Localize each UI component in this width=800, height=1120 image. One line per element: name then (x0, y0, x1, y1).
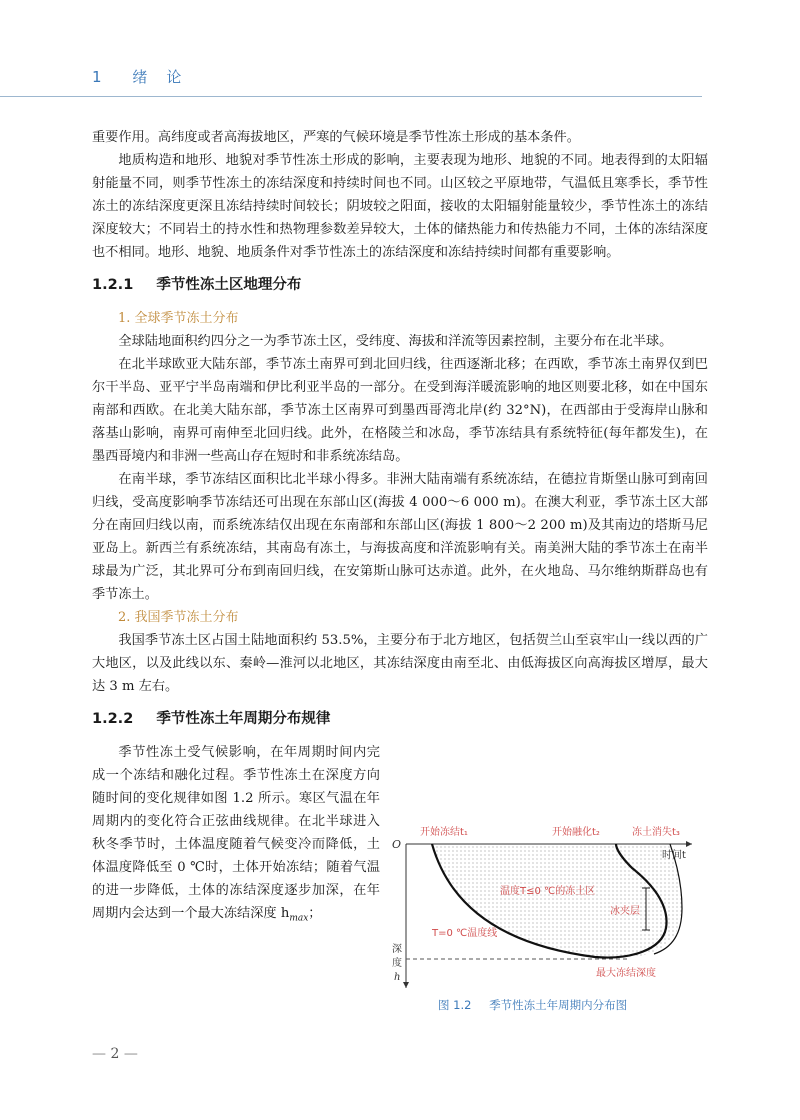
page-number (92, 1046, 138, 1062)
figure-freeze-depth-diagram (380, 818, 710, 1018)
header-rule (0, 96, 702, 97)
subheading: 1. 全球季节冻土分布 (118, 311, 239, 326)
paragraph-text: 季节性冻土受气候影响，在年周期时间内完成一个冻结和融化过程。季节性冻土在深度方向随时间的变化规律如图 1.2 所示。寒区气温在年周期内的变化符合正弦曲线规律。在北半球进入秋冬季节时，土体温度随着气候变冷而降低，土体温度降低至 0 ℃时，土体开始冻结；随着气温的进一步降低，土体的冻结深度逐步加深，在年周期内会达到一个最大冻结深度 h (92, 745, 380, 921)
isotherm-label: T=0 ℃温度线 (432, 928, 498, 939)
section-title: 季节性冻土区地理分布 (156, 277, 302, 293)
start-thaw-label: 开始融化t₂ (552, 827, 600, 838)
paragraph: 在南半球，季节冻结区面积比北半球小得多。非洲大陆南端有系统冻结，在德拉肯斯堡山脉可到南回归线，受高度影响季节冻结还可出现在东部山区(海拔 4 000～6 000 m)。在澳大利亚，季节冻土区大部分在南回归线以南，而系统冻结仅出现在东南部和东部山区(海拔 1 800～2 200 m)及其南边的塔斯马尼亚岛上。新西兰有系统冻结，其南岛有冻土，与海拔高度和洋流影响有关。南美洲大陆的季节冻土在南半球最为广泛，其北界可分布到南回归线，在安第斯山脉可达赤道。此外，在火地岛、马尔维纳斯群岛也有季节冻土。 (92, 472, 708, 602)
section-number: 1.2.2 (92, 711, 134, 727)
start-freeze-label: 开始冻结t₁ (420, 827, 468, 838)
chapter-number: 1 (92, 68, 104, 86)
subscript-max: max (289, 913, 309, 924)
running-header (92, 66, 205, 87)
max-depth-label: 最大冻结深度 (596, 968, 656, 979)
page-dash-right: — (123, 1046, 138, 1062)
page-dash-left: — (92, 1046, 106, 1062)
section-title: 季节性冻土年周期分布规律 (156, 711, 331, 727)
paragraph: 重要作用。高纬度或者高海拔地区，严寒的气候环境是季节性冻土形成的基本条件。 (92, 130, 580, 145)
depth-axis-label-3: h (394, 972, 401, 983)
paragraph (92, 741, 380, 931)
figure-number: 图 1.2 (438, 998, 472, 1012)
ice-layer-label: 冰夹层 (610, 906, 640, 917)
figure-caption (438, 997, 627, 1013)
paragraph: 地质构造和地形、地貌对季节性冻土形成的影响，主要表现为地形、地貌的不同。地表得到的太阳辐射能量不同，则季节性冻土的冻结深度和持续时间也不同。山区较之平原地带，气温低且寒季长，季节性冻土的冻结深度更深且冻结持续时间较长；阴坡较之阳面，接收的太阳辐射能量较少，季节性冻土的冻结深度较大；不同岩土的持水性和热物理参数差异较大，土体的储热能力和传热能力不同，土体的冻结深度也不相同。地形、地貌、地质条件对季节性冻土的冻结深度和冻结持续时间都有重要影响。 (92, 153, 708, 260)
page-number-value: 2 (110, 1046, 120, 1062)
subheading: 2. 我国季节冻土分布 (118, 610, 239, 625)
chapter-title: 绪 论 (132, 68, 184, 86)
frozen-zone-label: 温度T≤0 ℃的冻土区 (500, 886, 596, 897)
figure-title: 季节性冻土年周期内分布图 (489, 998, 628, 1012)
paragraph-punct: ； (308, 906, 322, 921)
paragraph: 在北半球欧亚大陆东部，季节冻土南界可到北回归线，往西逐渐北移；在西欧，季节冻土南界仅到巴尔干半岛、亚平宁半岛南端和伊比利亚半岛的一部分。在受到海洋暖流影响的地区则要北移，如在中国东南部和西欧。在北美大陆东部，季节冻土区南界可到墨西哥湾北岸(约 32°N)，在西部由于受海岸山脉和落基山影响，南界可南伸至北回归线。此外，在格陵兰和冰岛，季节冻结具有系统特征(每年都发生)，在墨西哥境内和非洲一些高山存在短时和非系统冻结岛。 (92, 357, 708, 464)
section-heading (92, 708, 708, 731)
page-body (92, 126, 708, 931)
time-axis-label: 时间t (662, 850, 686, 861)
depth-axis-label-1: 深 (392, 944, 402, 955)
section-heading (92, 274, 708, 297)
paragraph: 我国季节冻土区占国土陆地面积约 53.5%，主要分布于北方地区，包括贺兰山至哀牢山一线以西的广大地区，以及此线以东、秦岭—淮河以北地区，其冻结深度由南至北、由低海拔区向高海拔区增厚，最大达 3 m 左右。 (92, 633, 708, 694)
thaw-end-label: 冻土消失t₃ (632, 827, 680, 838)
paragraph: 全球陆地面积约四分之一为季节冻土区，受纬度、海拔和洋流等因素控制，主要分布在北半球。 (118, 334, 673, 349)
section-number: 1.2.1 (92, 277, 134, 293)
frozen-zone-fill (432, 844, 682, 958)
depth-axis-label-2: 度 (392, 958, 402, 969)
origin-label: O (392, 838, 402, 851)
